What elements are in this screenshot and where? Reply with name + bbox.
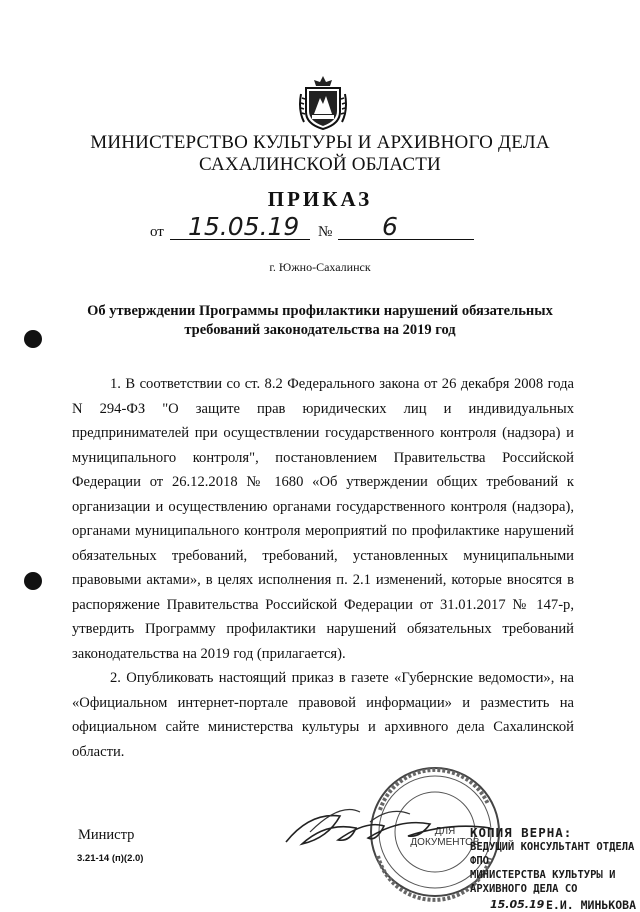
hole-punch-mark bbox=[24, 330, 42, 348]
city-label: г. Южно-Сахалинск bbox=[269, 260, 371, 274]
document-code: 3.21-14 (п)(2.0) bbox=[77, 853, 144, 864]
order-subject bbox=[60, 302, 580, 340]
copy-certification-date: 15.05.19 bbox=[490, 898, 545, 911]
copy-certification-head: КОПИЯ ВЕРНА: bbox=[470, 825, 573, 840]
copy-certification-name: Е.И. МИНЬКОВА bbox=[546, 898, 637, 912]
copy-certification-line3: АРХИВНОГО ДЕЛА СО bbox=[470, 883, 578, 895]
copy-certification-stamp bbox=[470, 826, 640, 912]
number-prefix: № bbox=[318, 224, 333, 240]
date-handwritten: 15.05.19 bbox=[188, 212, 300, 241]
date-number-row bbox=[150, 212, 480, 242]
minister-label: Министр bbox=[78, 827, 135, 843]
copy-certification-line2: МИНИСТЕРСТВА КУЛЬТУРЫ И bbox=[470, 869, 616, 881]
seal-label-line1: ДЛЯ bbox=[434, 826, 456, 837]
copy-certification-footer bbox=[470, 896, 640, 912]
body-paragraph-1: 1. В соответствии со ст. 8.2 Федерального закона от 26 декабря 2008 года N 294-ФЗ "О защите прав юридических лиц и индивидуальных предпринимателей при осуществлении государственного контроля (надзора) и муниципального контроля", постановлением Правительства Российской Федерации от 26.12.2018 № 1680 «Об утверждении общих требований к организации и осуществлению органами государственного контроля (надзора), органами муниципального контроля мероприятий по профилактике нарушений обязательных требований, требований, установленных муниципальными правовыми актами», в целях исполнения п. 2.1 изменений, которые вносятся в распоряжение Правительства Российской Федерации от 31.01.2017 № 147-р, утвердить Программу профилактики нарушений обязательных требований законодательства на 2019 год (прилагается). bbox=[72, 376, 574, 662]
ministry-title-line1: МИНИСТЕРСТВО КУЛЬТУРЫ И АРХИВНОГО ДЕЛА bbox=[90, 132, 550, 153]
sakhalin-coat-of-arms-icon bbox=[298, 74, 348, 130]
order-subject-line2: требований законодательства на 2019 год bbox=[184, 322, 456, 338]
copy-certification-line1: ВЕДУЩИЙ КОНСУЛЬТАНТ ОТДЕЛА ФПО bbox=[470, 841, 635, 867]
minister-signature-icon bbox=[280, 792, 500, 872]
seal-label-line2: ДОКУМЕНТОВ bbox=[410, 837, 480, 848]
body-paragraph-2: 2. Опубликовать настоящий приказ в газете «Губернские ведомости», на «Официальном интернет-портале правовой информации» и разместить на официальном сайте министерства культуры и архивного дела Сахалинской области. bbox=[72, 670, 574, 760]
order-title: ПРИКАЗ bbox=[267, 187, 373, 211]
number-handwritten: 6 bbox=[382, 212, 398, 241]
order-body bbox=[72, 372, 574, 764]
order-subject-line1: Об утверждении Программы профилактики нарушений обязательных bbox=[87, 303, 553, 319]
number-underline bbox=[338, 239, 474, 240]
ministry-title bbox=[0, 132, 640, 176]
hole-punch-mark bbox=[24, 572, 42, 590]
date-prefix: от bbox=[150, 224, 164, 240]
ministry-title-line2: САХАЛИНСКОЙ ОБЛАСТИ bbox=[199, 154, 441, 175]
